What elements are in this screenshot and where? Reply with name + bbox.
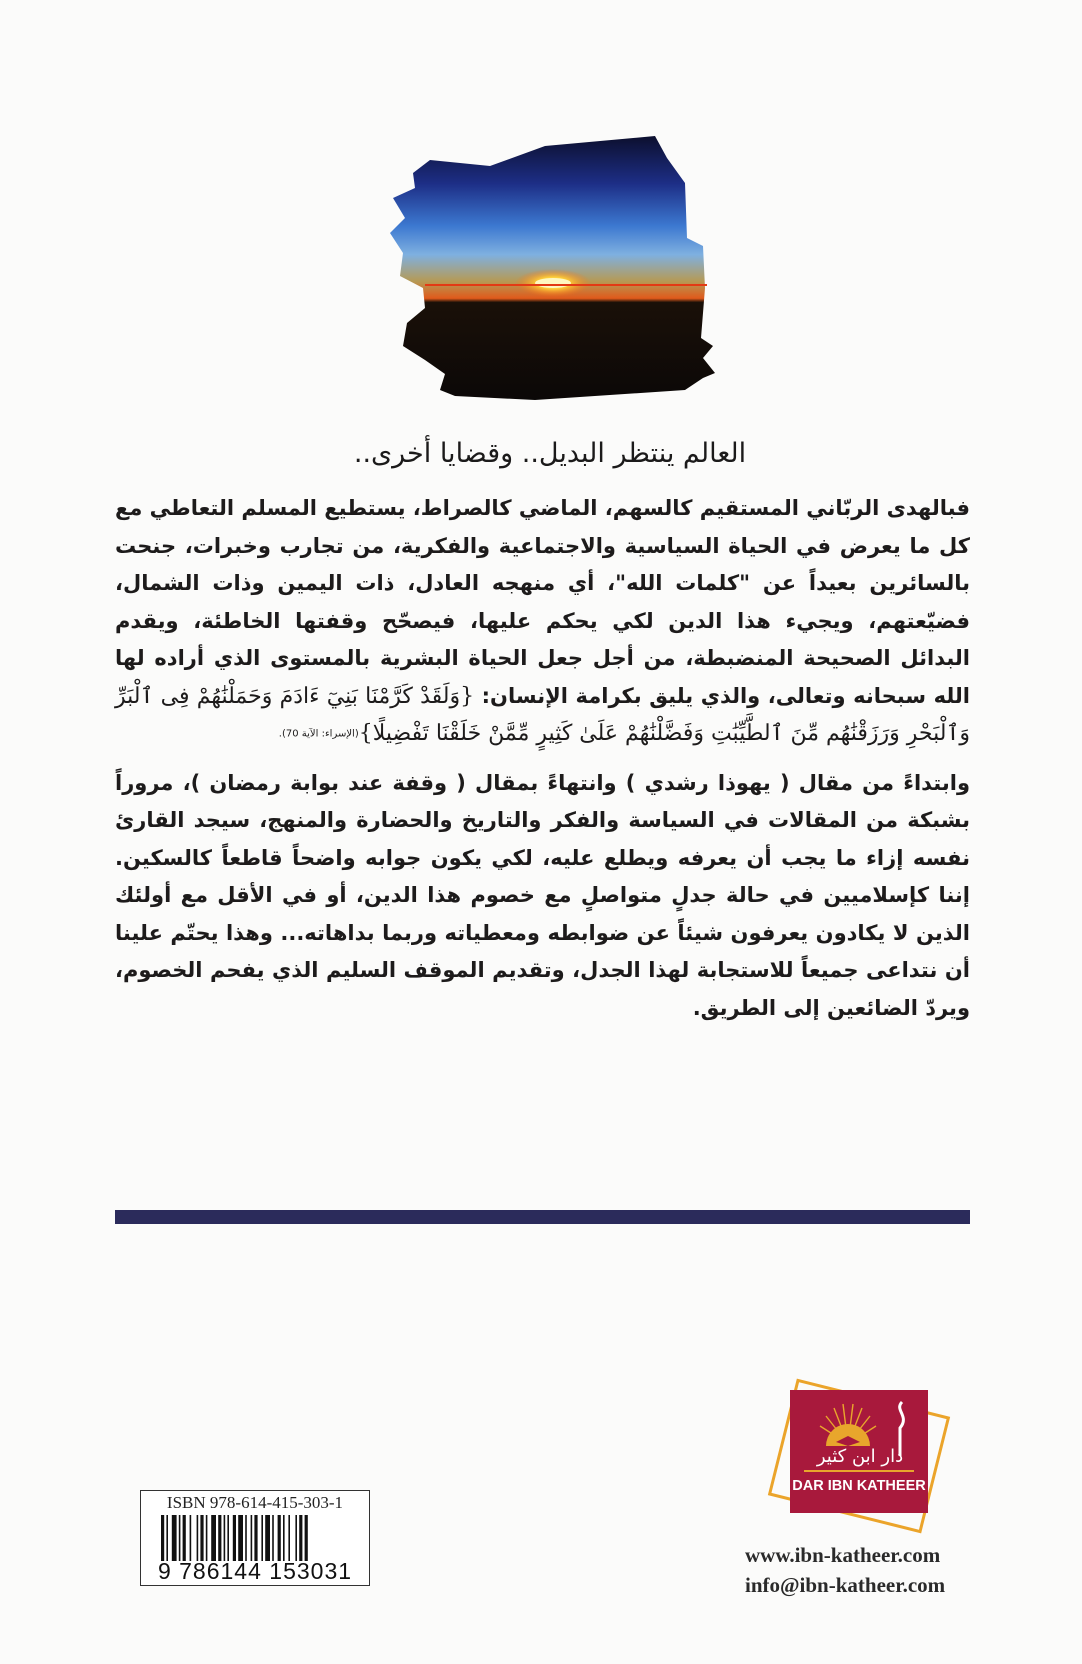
barcode-bar	[283, 1515, 285, 1561]
sunrise-book-icon	[798, 1396, 920, 1468]
barcode-bar	[200, 1515, 203, 1561]
barcode-bar	[238, 1515, 243, 1561]
barcode-bar	[161, 1515, 164, 1561]
barcode-bar	[295, 1515, 297, 1561]
email-link[interactable]: info@ibn-katheer.com	[745, 1573, 946, 1597]
publisher-name-ar: دار ابن كثير	[816, 1446, 904, 1467]
barcode-bar	[183, 1515, 186, 1561]
barcode-bar	[305, 1515, 308, 1561]
barcode-bar	[218, 1515, 221, 1561]
verse-citation: (الإسراء: الآية 70).	[278, 728, 359, 740]
website-link[interactable]: www.ibn-katheer.com	[745, 1543, 941, 1567]
barcode-bar	[251, 1515, 253, 1561]
barcode-bar	[190, 1515, 192, 1561]
barcode-bar	[254, 1515, 257, 1561]
headline: العالم ينتظر البديل.. وقضايا أخرى..	[353, 438, 747, 469]
barcode-bar	[272, 1515, 274, 1561]
barcode-bar	[233, 1515, 236, 1561]
quran-verse: {وَلَقَدْ كَرَّمْنَا بَنِيٓ ءَادَمَ وَحَمَلْنَٰهُمْ فِى ٱلْبَرِّ وَٱلْبَحْرِ وَرَزَقْنَٰهُم مِّنَ ٱلطَّيِّبَٰتِ وَفَضَّلْنَٰهُمْ عَلَىٰ كَثِيرٍ مِّمَّنْ خَلَقْنَا تَفْضِيلًا}	[115, 683, 970, 746]
barcode-bar	[224, 1515, 226, 1561]
sunset-horizon-image	[385, 128, 725, 413]
logo-rule	[804, 1470, 914, 1472]
logo-box	[790, 1390, 928, 1513]
blurb	[115, 490, 970, 1027]
barcode-icon	[161, 1515, 351, 1561]
paragraph-1-text: فبالهدى الربّاني المستقيم كالسهم، الماضي كالصراط، يستطيع المسلم التعاطي مع كل ما يعرض في الحياة السياسية والاجتماعية والفكرية، من تجارب وخبرات، جنحت بالسائرين بعيداً عن "كلمات الله"، أي منهجه العادل، ذات اليمين وذات الشمال، فضيّعتهم، ويجيء هذا الدين لكي يحكم عليها، فيصحّح وقفتها الخاطئة، ويقدم البدائل الصحيحة المنضبطة، من أجل جعل الحياة البشرية بالمستوى الذي أراده لها الله سبحانه وتعالى، والذي يليق بكرامة الإنسان:	[115, 496, 970, 708]
sunset-icon	[385, 128, 725, 413]
barcode-bar	[179, 1515, 181, 1561]
divider-bar	[115, 1210, 970, 1224]
publisher-logo	[790, 1390, 940, 1525]
barcode-bar	[206, 1515, 208, 1561]
barcode-bar	[261, 1515, 263, 1561]
barcode-bar	[197, 1515, 199, 1561]
barcode-bar	[172, 1515, 177, 1561]
barcode-bar	[288, 1515, 290, 1561]
barcode-bar	[245, 1515, 247, 1561]
isbn-label: ISBN 978-614-415-303-1	[166, 1493, 344, 1512]
isbn-digits: 9 786144 153031	[157, 1558, 353, 1584]
barcode-bar	[265, 1515, 270, 1561]
barcode-bar	[299, 1515, 302, 1561]
isbn-barcode	[140, 1490, 370, 1586]
publisher-name-en: DAR IBN KATHEER	[792, 1478, 926, 1494]
publisher-contact	[745, 1540, 1005, 1600]
blurb-paragraph-1	[115, 490, 970, 753]
barcode-bar	[166, 1515, 168, 1561]
barcode-bar	[278, 1515, 281, 1561]
barcode-bar	[211, 1515, 216, 1561]
blurb-paragraph-2: وابتداءً من مقال ( يهوذا رشدي ) وانتهاءً بمقال ( وقفة عند بوابة رمضان )، مروراً بشبكة من المقالات في السياسة والفكر والتاريخ والحضارة والمنهج، سيجد القارئ نفسه إزاء ما يجب أن يعرفه ويطلع عليه، لكي يكون جوابه واضحاً قاطعاً كالسكين. إننا كإسلاميين في حالة جدلٍ متواصلٍ مع خصوم هذا الدين، أو في الأقل مع أولئك الذين لا يكادون يعرفون شيئاً عن ضوابطه ومعطياته وربما بداهاته... وهذا يحتّم علينا أن نتداعى جميعاً للاستجابة لهذا الجدل، وتقديم الموقف السليم الذي يفحم الخصوم، ويردّ الضائعين إلى الطريق.	[115, 770, 970, 1020]
barcode-bar	[227, 1515, 229, 1561]
